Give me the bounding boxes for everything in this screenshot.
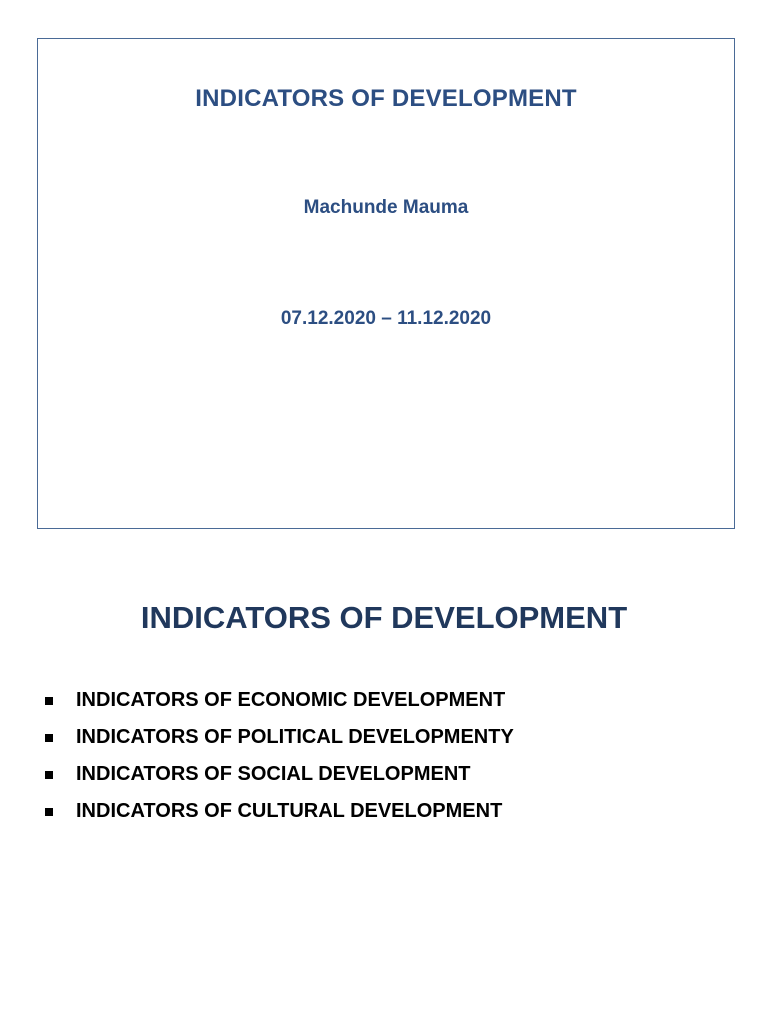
list-item bbox=[44, 682, 514, 719]
list-item bbox=[44, 793, 514, 830]
content-slide bbox=[0, 560, 768, 890]
list-item bbox=[44, 719, 514, 756]
bullet-text: INDICATORS OF ECONOMIC DEVELOPMENT bbox=[76, 689, 506, 711]
content-slide-title: INDICATORS OF DEVELOPMENT bbox=[140, 600, 628, 635]
bullet-text: INDICATORS OF CULTURAL DEVELOPMENT bbox=[76, 800, 503, 822]
square-bullet-icon bbox=[45, 697, 53, 705]
slide-title: INDICATORS OF DEVELOPMENT bbox=[195, 85, 577, 112]
author-name: Machunde Mauma bbox=[303, 197, 469, 218]
bullet-text: INDICATORS OF SOCIAL DEVELOPMENT bbox=[76, 763, 471, 785]
list-item bbox=[44, 756, 514, 793]
square-bullet-icon bbox=[45, 808, 53, 816]
date-range: 07.12.2020 – 11.12.2020 bbox=[280, 308, 492, 329]
bullet-list bbox=[44, 682, 514, 830]
title-slide bbox=[37, 38, 735, 529]
bullet-text: INDICATORS OF POLITICAL DEVELOPMENTY bbox=[76, 726, 514, 748]
square-bullet-icon bbox=[45, 734, 53, 742]
square-bullet-icon bbox=[45, 771, 53, 779]
